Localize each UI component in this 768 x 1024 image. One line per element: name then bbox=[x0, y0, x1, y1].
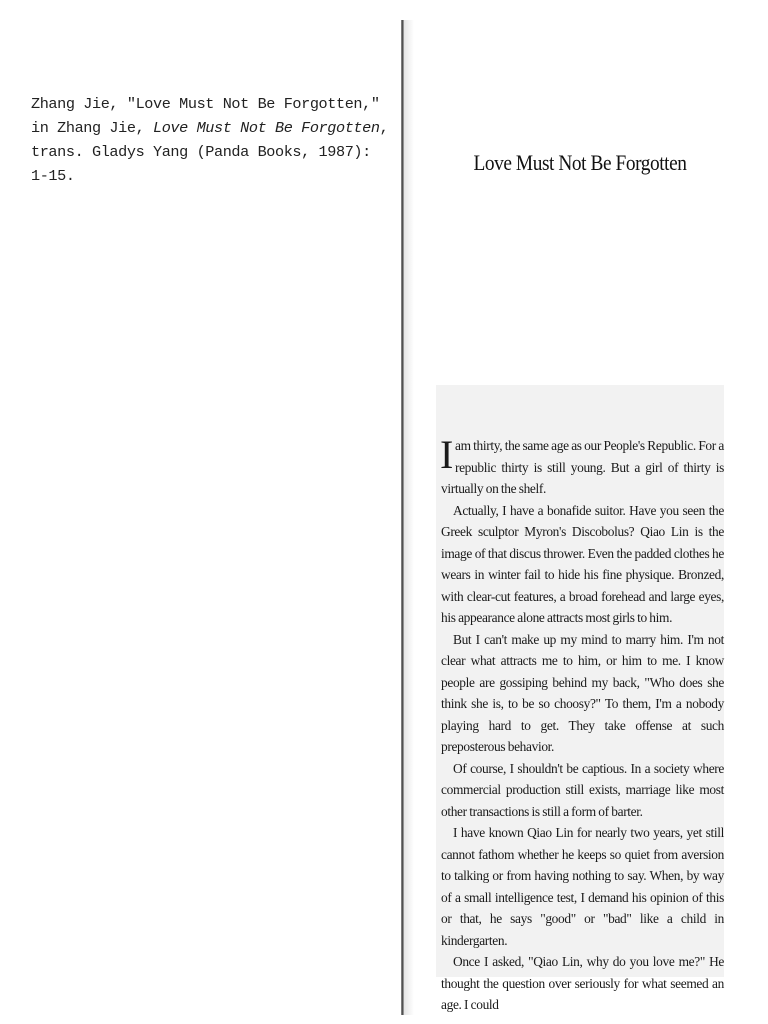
spine-shadow bbox=[404, 20, 414, 1015]
paragraph-6: Once I asked, "Qiao Lin, why do you love me?" He thought the question over seriously for what seemed an age. I could bbox=[441, 954, 724, 1012]
chapter-title: Love Must Not Be Forgotten bbox=[473, 150, 687, 175]
citation-line-2: in Zhang Jie, Love Must Not Be Forgotten, bbox=[31, 119, 389, 137]
citation-line-1: Zhang Jie, "Love Must Not Be Forgotten," bbox=[31, 95, 380, 113]
paragraph-4: Of course, I shouldn't be captious. In a society where commercial production still exists, marriage like most other transactions is still a form of barter. bbox=[441, 760, 724, 819]
paragraph-2: Actually, I have a bonafide suitor. Have you seen the Greek sculptor Myron's Discobolus? Qiao Lin is the image of that discus thrower. Even the padded clothes he wears in winter fail to hide his fine physique. Bronzed, with clear-cut features, a broad forehead and large eyes, his appearance alone attracts most girls to him. bbox=[441, 502, 724, 625]
citation-line-3: trans. Gladys Yang (Panda Books, 1987): bbox=[31, 143, 371, 161]
drop-cap: I bbox=[440, 432, 453, 477]
body-text-block bbox=[436, 385, 724, 1012]
citation-block bbox=[31, 92, 391, 188]
paragraph-3: But I can't make up my mind to marry him. I'm not clear what attracts me to him, or him to me. I know people are gossiping behind my back, "Who does she think she is, to be so choosy?" To them, I'm a nobody playing hard to get. They take offense at such preposterous behavior. bbox=[441, 631, 724, 754]
body-text bbox=[440, 432, 724, 1016]
paragraph-5: I have known Qiao Lin for nearly two years, yet still cannot fathom whether he keeps so quiet from aversion to talking or from having nothing to say. When, by way of a small intelligence test, I demand his opinion of this or that, he says "good" or "bad" like a child in kindergarten. bbox=[441, 825, 724, 948]
citation-line-4: 1-15. bbox=[31, 167, 75, 185]
paragraph-1: Iam thirty, the same age as our People's Republic. For a republic thirty is still young. But a girl of thirty is virtually on the shelf. bbox=[440, 432, 724, 496]
book-title-italic: Love Must Not Be Forgotten bbox=[153, 119, 380, 137]
